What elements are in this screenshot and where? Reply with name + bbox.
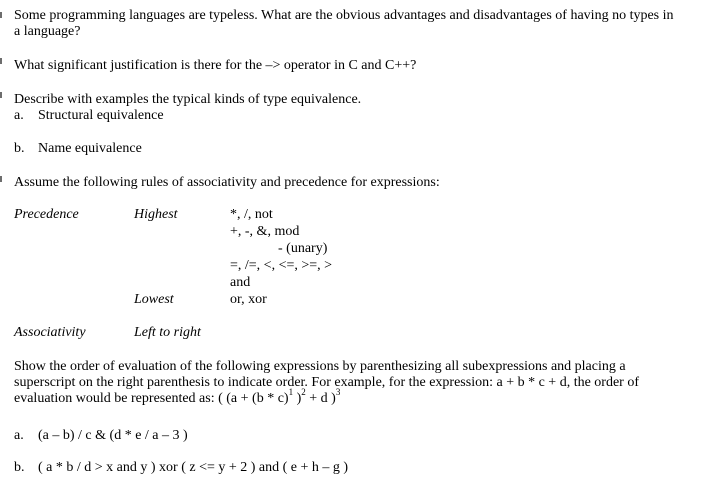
associativity-value: Left to right (134, 325, 201, 340)
order-superscript-3: 3 (335, 387, 341, 398)
question-4-intro: Assume the following rules of associativity and precedence for expressions: (14, 175, 440, 190)
question-3-a-text: Structural equivalence (38, 108, 164, 123)
margin-mark (0, 12, 2, 18)
precedence-label: Precedence (14, 207, 79, 222)
example-mid-1: ) (293, 391, 302, 406)
associativity-label: Associativity (14, 325, 86, 340)
instruction-line-3 (14, 387, 341, 407)
question-2: What significant justification is there for the –> operator in C and C++? (14, 58, 417, 73)
margin-mark (0, 92, 2, 98)
example-mid-2: + d ) (305, 391, 336, 406)
expression-a: (a – b) / c & (d * e / a – 3 ) (38, 428, 188, 443)
lowest-label: Lowest (134, 292, 174, 307)
instruction-line-1: Show the order of evaluation of the following expressions by parenthesizing all subexpressions and placing a (14, 359, 626, 374)
question-3-a-marker: a. (14, 108, 24, 123)
precedence-level: - (unary) (278, 241, 328, 256)
precedence-level: +, -, &, mod (230, 224, 300, 239)
order-superscript-2: 2 (301, 387, 306, 398)
expression-b-marker: b. (14, 460, 25, 475)
precedence-level: *, /, not (230, 207, 273, 222)
margin-mark (0, 58, 2, 64)
question-3-intro: Describe with examples the typical kinds of type equivalence. (14, 92, 362, 107)
question-3-b-marker: b. (14, 141, 25, 156)
precedence-level: or, xor (230, 292, 267, 307)
question-3-b-text: Name equivalence (38, 141, 142, 156)
precedence-level: =, /=, <, <=, >=, > (230, 258, 333, 273)
expression-a-marker: a. (14, 428, 24, 443)
precedence-level: and (230, 275, 251, 290)
example-prefix: evaluation would be represented as: ( (a + (b * c) (14, 391, 289, 406)
expression-b: ( a * b / d > x and y ) xor ( z <= y + 2 ) and ( e + h – g ) (38, 460, 349, 475)
question-1-line-2: a language? (14, 24, 81, 39)
order-superscript-1: 1 (288, 387, 294, 398)
instruction-line-2: superscript on the right parenthesis to indicate order. For example, for the expression: a + b * c + d, the order of (14, 375, 640, 390)
margin-mark (0, 176, 2, 182)
highest-label: Highest (134, 207, 178, 222)
question-1-line-1: Some programming languages are typeless. What are the obvious advantages and disadvantages of having no types in (14, 8, 674, 23)
